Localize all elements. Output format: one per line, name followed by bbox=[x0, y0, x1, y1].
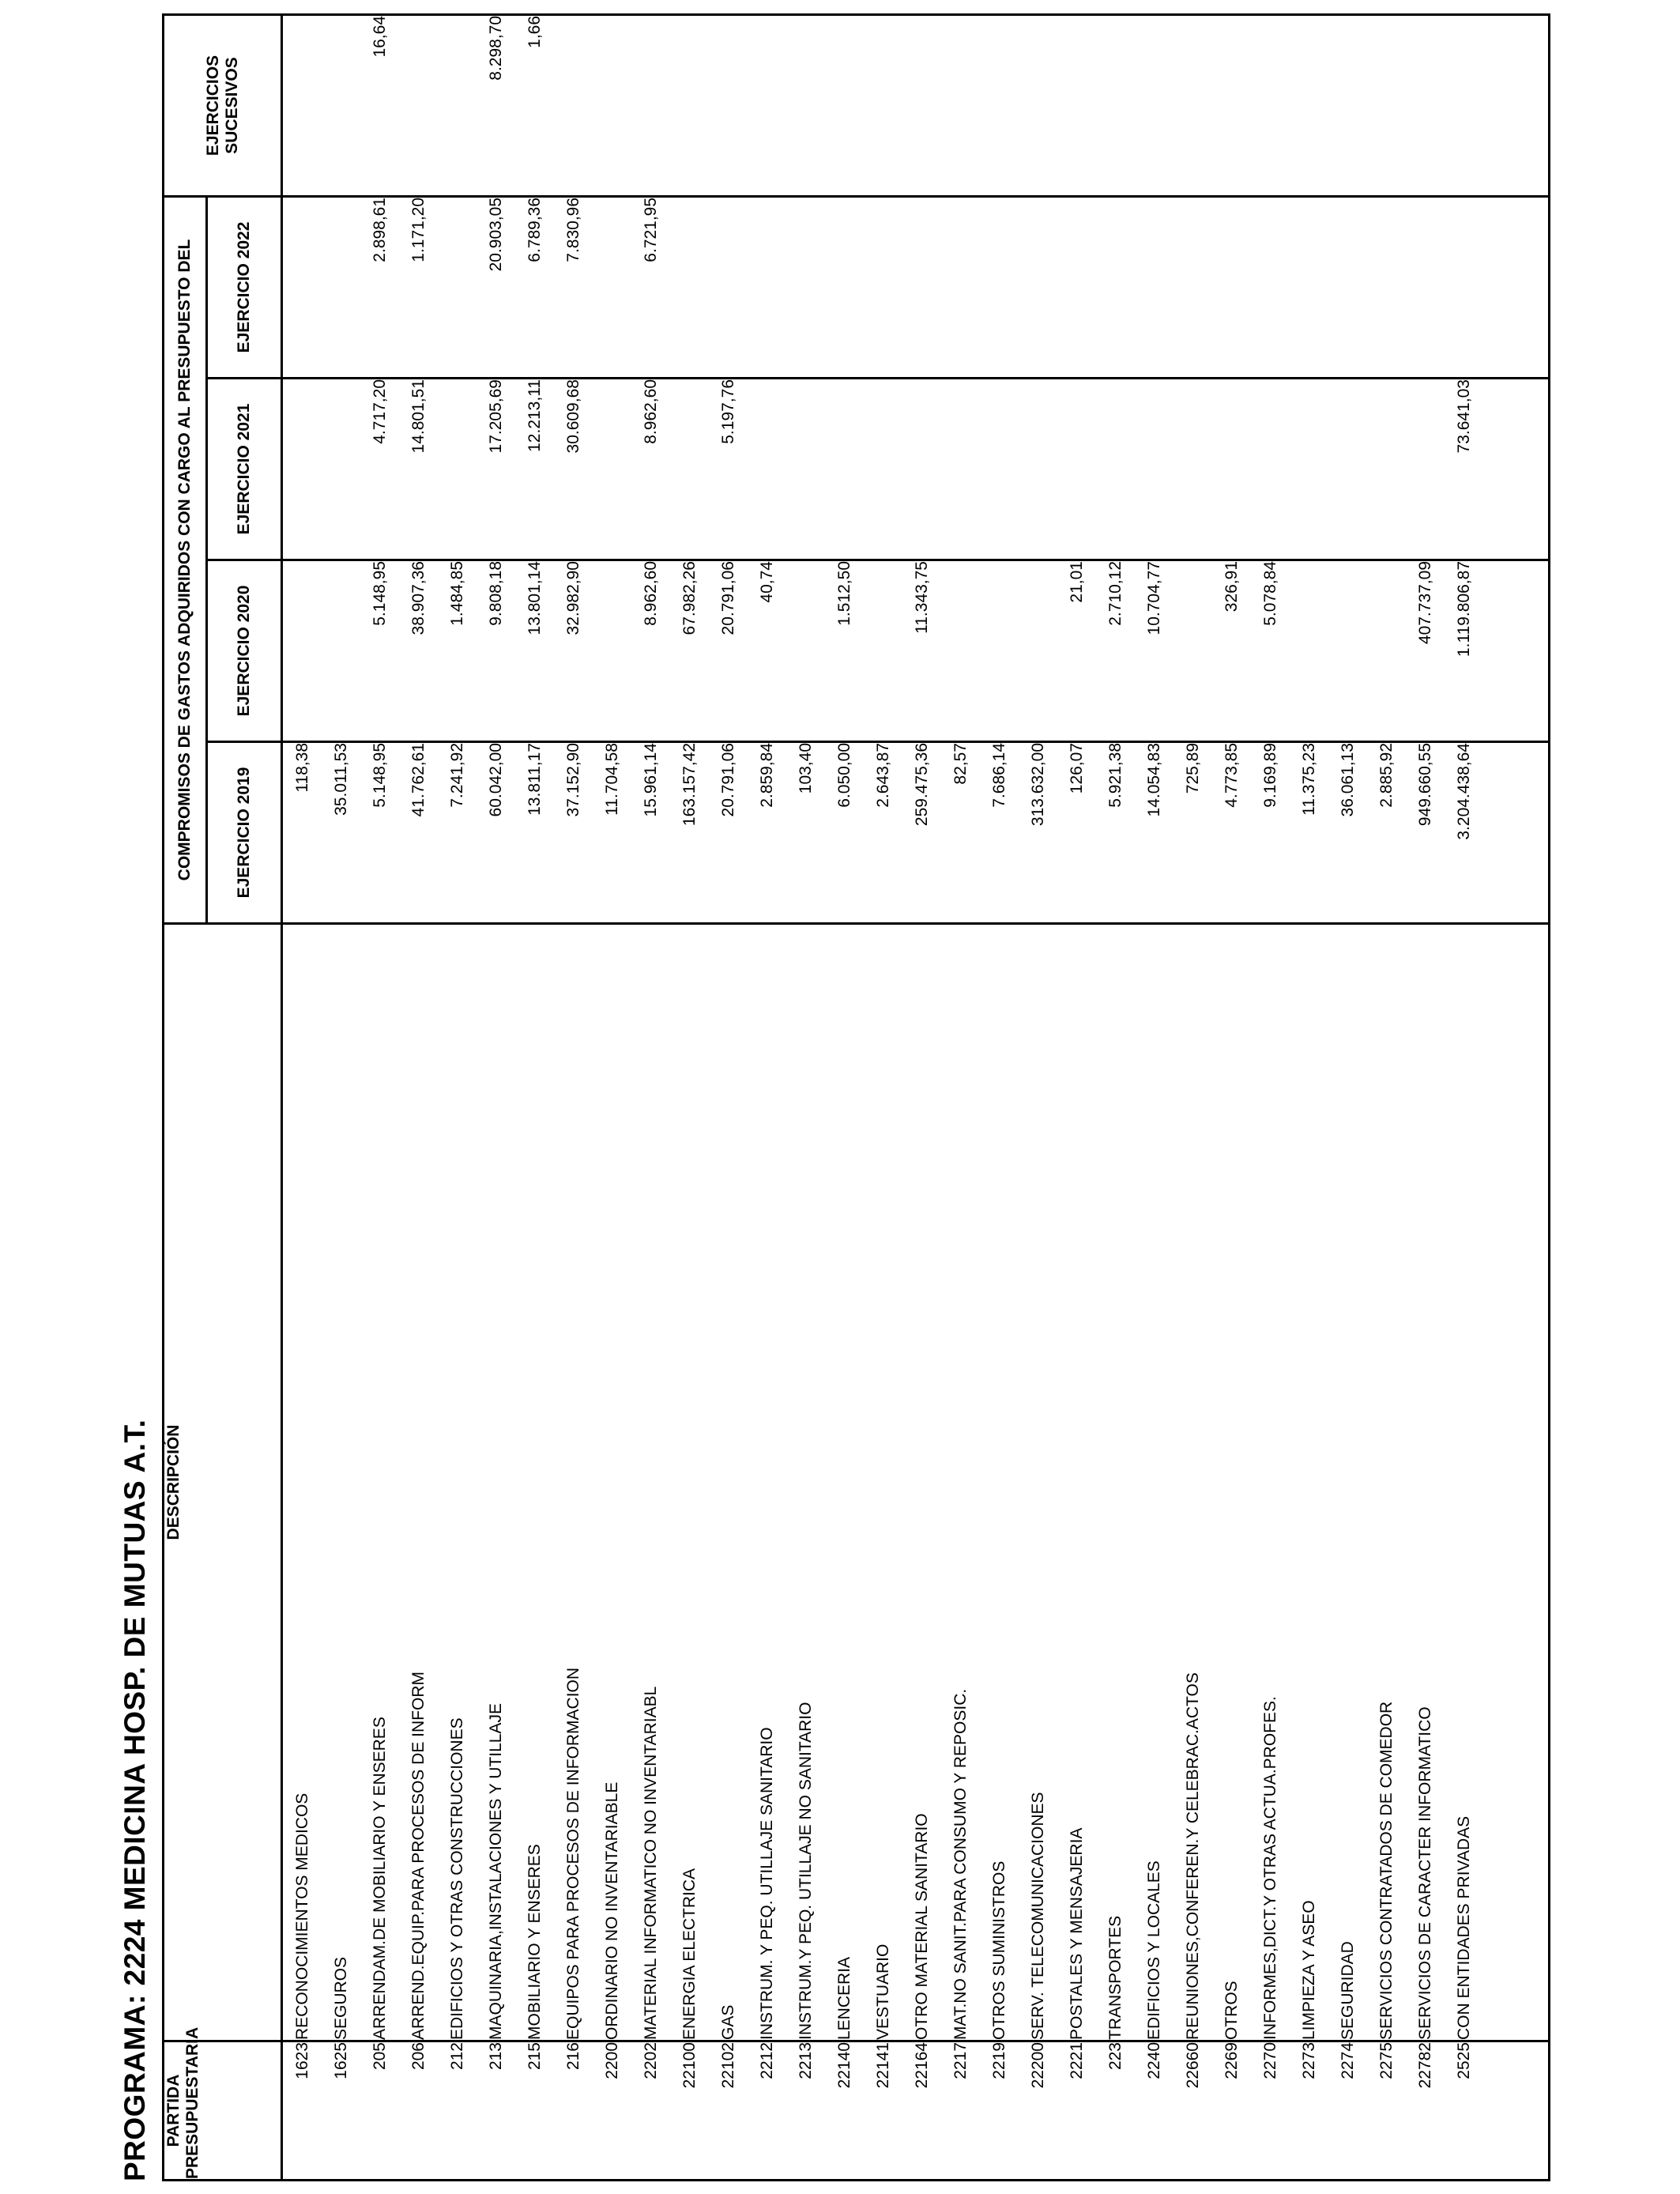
header-ejercicios-sucesivos: EJERCICIOS SUCESIVOS bbox=[164, 14, 282, 196]
ejercicio-2020-cell: 326,91 bbox=[1212, 560, 1251, 742]
ejercicio-2021-cell bbox=[593, 379, 631, 560]
ejercicio-2021-cell bbox=[941, 379, 980, 560]
descripcion-cell: ARREND.EQUIP.PARA PROCESOS DE INFORM bbox=[399, 924, 438, 2041]
ejercicio-2019-cell: 2.859,84 bbox=[748, 742, 786, 924]
ejercicio-2020-cell bbox=[282, 560, 322, 742]
descripcion-cell: SERV. TELECOMUNICACIONES bbox=[1019, 924, 1057, 2041]
partida-cell: 216 bbox=[554, 2041, 593, 2181]
ejercicios-sucesivos-cell bbox=[438, 14, 477, 196]
ejercicio-2022-cell bbox=[1328, 196, 1367, 378]
table-blank-row bbox=[1483, 14, 1550, 2180]
partida-cell: 2200 bbox=[593, 2041, 631, 2181]
descripcion-cell: OTRO MATERIAL SANITARIO bbox=[902, 924, 941, 2041]
blank-cell bbox=[1483, 196, 1550, 378]
descripcion-cell: OTROS bbox=[1212, 924, 1251, 2041]
ejercicio-2021-cell bbox=[1096, 379, 1135, 560]
table-row bbox=[631, 14, 670, 2180]
table-row bbox=[282, 14, 322, 2180]
ejercicio-2021-cell bbox=[864, 379, 902, 560]
ejercicio-2022-cell bbox=[670, 196, 709, 378]
descripcion-cell: SEGUROS bbox=[322, 924, 360, 2041]
table-row bbox=[1445, 14, 1483, 2180]
ejercicio-2021-cell bbox=[980, 379, 1019, 560]
header-ejercicio-2019: EJERCICIO 2019 bbox=[207, 742, 282, 924]
ejercicio-2022-cell bbox=[593, 196, 631, 378]
partida-cell: 22782 bbox=[1406, 2041, 1445, 2181]
header-compromisos: COMPROMISOS DE GASTOS ADQUIRIDOS CON CARGO AL PRESUPUESTO DEL bbox=[164, 196, 207, 923]
table-row bbox=[786, 14, 825, 2180]
table-row bbox=[864, 14, 902, 2180]
ejercicio-2022-cell: 7.830,96 bbox=[554, 196, 593, 378]
descripcion-cell: INSTRUM.Y PEQ. UTILLAJE NO SANITARIO bbox=[786, 924, 825, 2041]
ejercicio-2019-cell: 11.375,23 bbox=[1290, 742, 1328, 924]
partida-cell: 2213 bbox=[786, 2041, 825, 2181]
descripcion-cell: INFORMES,DICT.Y OTRAS ACTUA.PROFES. bbox=[1251, 924, 1290, 2041]
ejercicio-2022-cell bbox=[1057, 196, 1096, 378]
ejercicio-2021-cell: 4.717,20 bbox=[360, 379, 399, 560]
partida-cell: 2221 bbox=[1057, 2041, 1096, 2181]
descripcion-cell: TRANSPORTES bbox=[1096, 924, 1135, 2041]
partida-cell: 2217 bbox=[941, 2041, 980, 2181]
ejercicio-2021-cell bbox=[1212, 379, 1251, 560]
ejercicio-2022-cell bbox=[864, 196, 902, 378]
table-row bbox=[1173, 14, 1212, 2180]
ejercicio-2020-cell bbox=[864, 560, 902, 742]
descripcion-cell: EQUIPOS PARA PROCESOS DE INFORMACION bbox=[554, 924, 593, 2041]
ejercicio-2022-cell bbox=[786, 196, 825, 378]
ejercicio-2020-cell bbox=[1328, 560, 1367, 742]
ejercicio-2022-cell bbox=[1290, 196, 1328, 378]
blank-cell bbox=[1483, 560, 1550, 742]
ejercicio-2021-cell bbox=[670, 379, 709, 560]
table-row bbox=[515, 14, 554, 2180]
table-row bbox=[1251, 14, 1290, 2180]
ejercicio-2019-cell: 3.204.438,64 bbox=[1445, 742, 1483, 924]
header-row-group bbox=[164, 14, 207, 2180]
descripcion-cell: RECONOCIMIENTOS MEDICOS bbox=[282, 924, 322, 2041]
ejercicio-2020-cell: 13.801,14 bbox=[515, 560, 554, 742]
ejercicio-2019-cell: 949.660,55 bbox=[1406, 742, 1445, 924]
ejercicio-2019-cell: 4.773,85 bbox=[1212, 742, 1251, 924]
partida-cell: 206 bbox=[399, 2041, 438, 2181]
ejercicio-2019-cell: 15.961,14 bbox=[631, 742, 670, 924]
ejercicio-2019-cell: 36.061,13 bbox=[1328, 742, 1367, 924]
ejercicio-2020-cell bbox=[980, 560, 1019, 742]
ejercicio-2020-cell: 9.808,18 bbox=[477, 560, 515, 742]
partida-cell: 212 bbox=[438, 2041, 477, 2181]
ejercicio-2019-cell: 6.050,00 bbox=[825, 742, 864, 924]
ejercicios-sucesivos-cell bbox=[980, 14, 1019, 196]
ejercicio-2021-cell: 17.205,69 bbox=[477, 379, 515, 560]
ejercicios-sucesivos-cell bbox=[1251, 14, 1290, 196]
ejercicio-2020-cell: 1.512,50 bbox=[825, 560, 864, 742]
ejercicios-sucesivos-cell bbox=[1057, 14, 1096, 196]
ejercicio-2020-cell: 2.710,12 bbox=[1096, 560, 1135, 742]
ejercicio-2022-cell bbox=[438, 196, 477, 378]
header-ejercicio-2022: EJERCICIO 2022 bbox=[207, 196, 282, 378]
ejercicio-2022-cell bbox=[902, 196, 941, 378]
descripcion-cell: GAS bbox=[709, 924, 748, 2041]
partida-cell: 213 bbox=[477, 2041, 515, 2181]
descripcion-cell: VESTUARIO bbox=[864, 924, 902, 2041]
ejercicio-2021-cell: 8.962,60 bbox=[631, 379, 670, 560]
ejercicios-sucesivos-cell bbox=[1019, 14, 1057, 196]
ejercicio-2022-cell bbox=[1212, 196, 1251, 378]
ejercicio-2021-cell bbox=[748, 379, 786, 560]
partida-cell: 22102 bbox=[709, 2041, 748, 2181]
ejercicio-2019-cell: 7.241,92 bbox=[438, 742, 477, 924]
ejercicio-2020-cell bbox=[1173, 560, 1212, 742]
ejercicio-2019-cell: 14.054,83 bbox=[1135, 742, 1173, 924]
ejercicio-2021-cell bbox=[1135, 379, 1173, 560]
descripcion-cell: SERVICIOS CONTRATADOS DE COMEDOR bbox=[1367, 924, 1406, 2041]
partida-cell: 205 bbox=[360, 2041, 399, 2181]
partida-cell: 22660 bbox=[1173, 2041, 1212, 2181]
ejercicio-2020-cell bbox=[1019, 560, 1057, 742]
ejercicio-2021-cell bbox=[902, 379, 941, 560]
ejercicios-sucesivos-cell bbox=[1173, 14, 1212, 196]
ejercicio-2020-cell: 67.982,26 bbox=[670, 560, 709, 742]
ejercicio-2019-cell: 9.169,89 bbox=[1251, 742, 1290, 924]
blank-cell bbox=[1483, 14, 1550, 196]
table-row bbox=[1328, 14, 1367, 2180]
ejercicio-2020-cell bbox=[322, 560, 360, 742]
ejercicio-2020-cell: 21,01 bbox=[1057, 560, 1096, 742]
table-row bbox=[825, 14, 864, 2180]
ejercicios-sucesivos-cell bbox=[1445, 14, 1483, 196]
ejercicio-2022-cell bbox=[1096, 196, 1135, 378]
ejercicio-2020-cell: 40,74 bbox=[748, 560, 786, 742]
ejercicio-2020-cell bbox=[1290, 560, 1328, 742]
table-row bbox=[399, 14, 438, 2180]
ejercicio-2019-cell: 163.157,42 bbox=[670, 742, 709, 924]
ejercicio-2021-cell bbox=[1057, 379, 1096, 560]
ejercicio-2021-cell bbox=[282, 379, 322, 560]
blank-cell bbox=[1483, 924, 1550, 2041]
ejercicio-2021-cell bbox=[1251, 379, 1290, 560]
ejercicio-2019-cell: 11.704,58 bbox=[593, 742, 631, 924]
ejercicio-2019-cell: 60.042,00 bbox=[477, 742, 515, 924]
descripcion-cell: SEGURIDAD bbox=[1328, 924, 1367, 2041]
descripcion-cell: MATERIAL INFORMATICO NO INVENTARIABL bbox=[631, 924, 670, 2041]
descripcion-cell: MAT.NO SANIT.PARA CONSUMO Y REPOSIC. bbox=[941, 924, 980, 2041]
ejercicio-2019-cell: 2.885,92 bbox=[1367, 742, 1406, 924]
ejercicios-sucesivos-cell bbox=[1367, 14, 1406, 196]
ejercicio-2022-cell bbox=[1406, 196, 1445, 378]
ejercicios-sucesivos-cell bbox=[748, 14, 786, 196]
ejercicios-sucesivos-cell: 8.298,70 bbox=[477, 14, 515, 196]
header-partida: PARTIDA PRESUPUESTARIA bbox=[164, 2041, 282, 2181]
ejercicios-sucesivos-cell bbox=[1290, 14, 1328, 196]
descripcion-cell: EDIFICIOS Y OTRAS CONSTRUCCIONES bbox=[438, 924, 477, 2041]
descripcion-cell: INSTRUM. Y PEQ. UTILLAJE SANITARIO bbox=[748, 924, 786, 2041]
ejercicios-sucesivos-cell bbox=[670, 14, 709, 196]
ejercicios-sucesivos-cell bbox=[709, 14, 748, 196]
ejercicio-2019-cell: 313.632,00 bbox=[1019, 742, 1057, 924]
ejercicios-sucesivos-cell bbox=[1328, 14, 1367, 196]
ejercicio-2021-cell bbox=[1367, 379, 1406, 560]
table-row bbox=[1135, 14, 1173, 2180]
ejercicio-2019-cell: 2.643,87 bbox=[864, 742, 902, 924]
ejercicio-2022-cell bbox=[980, 196, 1019, 378]
descripcion-cell: CON ENTIDADES PRIVADAS bbox=[1445, 924, 1483, 2041]
partida-cell: 2212 bbox=[748, 2041, 786, 2181]
ejercicio-2021-cell: 12.213,11 bbox=[515, 379, 554, 560]
ejercicios-sucesivos-cell bbox=[631, 14, 670, 196]
ejercicio-2020-cell: 1.484,85 bbox=[438, 560, 477, 742]
descripcion-cell: ARRENDAM.DE MOBILIARIO Y ENSERES bbox=[360, 924, 399, 2041]
partida-cell: 22141 bbox=[864, 2041, 902, 2181]
ejercicio-2022-cell: 6.721,95 bbox=[631, 196, 670, 378]
ejercicios-sucesivos-cell bbox=[282, 14, 322, 196]
partida-cell: 2275 bbox=[1367, 2041, 1406, 2181]
table-row bbox=[1290, 14, 1328, 2180]
partida-cell: 223 bbox=[1096, 2041, 1135, 2181]
partida-cell: 2202 bbox=[631, 2041, 670, 2181]
ejercicio-2020-cell: 5.078,84 bbox=[1251, 560, 1290, 742]
partida-cell: 2525 bbox=[1445, 2041, 1483, 2181]
ejercicio-2022-cell bbox=[1251, 196, 1290, 378]
ejercicio-2022-cell bbox=[825, 196, 864, 378]
ejercicio-2019-cell: 126,07 bbox=[1057, 742, 1096, 924]
ejercicio-2019-cell: 20.791,06 bbox=[709, 742, 748, 924]
table-row bbox=[1212, 14, 1251, 2180]
ejercicio-2021-cell bbox=[322, 379, 360, 560]
table-row bbox=[670, 14, 709, 2180]
partida-cell: 22100 bbox=[670, 2041, 709, 2181]
ejercicio-2019-cell: 5.148,95 bbox=[360, 742, 399, 924]
ejercicio-2021-cell bbox=[1406, 379, 1445, 560]
ejercicio-2022-cell bbox=[748, 196, 786, 378]
table-row bbox=[1057, 14, 1096, 2180]
ejercicios-sucesivos-cell bbox=[825, 14, 864, 196]
ejercicios-sucesivos-cell bbox=[593, 14, 631, 196]
ejercicio-2020-cell: 11.343,75 bbox=[902, 560, 941, 742]
ejercicio-2019-cell: 725,89 bbox=[1173, 742, 1212, 924]
partida-cell: 22140 bbox=[825, 2041, 864, 2181]
ejercicio-2020-cell: 10.704,77 bbox=[1135, 560, 1173, 742]
ejercicio-2022-cell: 6.789,36 bbox=[515, 196, 554, 378]
ejercicio-2019-cell: 13.811,17 bbox=[515, 742, 554, 924]
table-row bbox=[1406, 14, 1445, 2180]
ejercicio-2022-cell bbox=[1445, 196, 1483, 378]
ejercicio-2021-cell bbox=[1173, 379, 1212, 560]
partida-cell: 22164 bbox=[902, 2041, 941, 2181]
ejercicios-sucesivos-cell bbox=[1096, 14, 1135, 196]
ejercicio-2021-cell: 5.197,76 bbox=[709, 379, 748, 560]
ejercicio-2019-cell: 82,57 bbox=[941, 742, 980, 924]
table-row bbox=[709, 14, 748, 2180]
ejercicio-2020-cell bbox=[786, 560, 825, 742]
ejercicio-2019-cell: 7.686,14 bbox=[980, 742, 1019, 924]
ejercicio-2020-cell bbox=[1367, 560, 1406, 742]
ejercicio-2021-cell: 14.801,51 bbox=[399, 379, 438, 560]
blank-cell bbox=[1483, 2041, 1550, 2181]
descripcion-cell: POSTALES Y MENSAJERIA bbox=[1057, 924, 1096, 2041]
ejercicio-2022-cell bbox=[282, 196, 322, 378]
ejercicio-2019-cell: 37.152,90 bbox=[554, 742, 593, 924]
ejercicio-2020-cell: 8.962,60 bbox=[631, 560, 670, 742]
ejercicio-2020-cell: 1.119.806,87 bbox=[1445, 560, 1483, 742]
ejercicios-sucesivos-cell: 1,66 bbox=[515, 14, 554, 196]
descripcion-cell: EDIFICIOS Y LOCALES bbox=[1135, 924, 1173, 2041]
ejercicio-2019-cell: 41.762,61 bbox=[399, 742, 438, 924]
table-row bbox=[902, 14, 941, 2180]
table-row bbox=[980, 14, 1019, 2180]
ejercicio-2019-cell: 103,40 bbox=[786, 742, 825, 924]
table-row bbox=[554, 14, 593, 2180]
descripcion-cell: ORDINARIO NO INVENTARIABLE bbox=[593, 924, 631, 2041]
partida-cell: 22200 bbox=[1019, 2041, 1057, 2181]
descripcion-cell: REUNIONES,CONFEREN.Y CELEBRAC.ACTOS bbox=[1173, 924, 1212, 2041]
partida-cell: 2219 bbox=[980, 2041, 1019, 2181]
ejercicios-sucesivos-cell bbox=[864, 14, 902, 196]
ejercicios-sucesivos-cell bbox=[322, 14, 360, 196]
program-title: PROGRAMA: 2224 MEDICINA HOSP. DE MUTUAS A.T. bbox=[119, 1419, 151, 2181]
partida-cell: 215 bbox=[515, 2041, 554, 2181]
ejercicio-2019-cell: 5.921,38 bbox=[1096, 742, 1135, 924]
ejercicios-sucesivos-cell bbox=[1212, 14, 1251, 196]
ejercicio-2020-cell: 5.148,95 bbox=[360, 560, 399, 742]
ejercicio-2022-cell bbox=[1367, 196, 1406, 378]
descripcion-cell: MOBILIARIO Y ENSERES bbox=[515, 924, 554, 2041]
descripcion-cell: MAQUINARIA,INSTALACIONES Y UTILLAJE bbox=[477, 924, 515, 2041]
budget-commitments-table bbox=[162, 13, 1550, 2181]
table-row bbox=[477, 14, 515, 2180]
ejercicio-2021-cell bbox=[1290, 379, 1328, 560]
ejercicio-2021-cell bbox=[1019, 379, 1057, 560]
ejercicio-2020-cell bbox=[593, 560, 631, 742]
partida-cell: 1625 bbox=[322, 2041, 360, 2181]
table-row bbox=[1096, 14, 1135, 2180]
ejercicio-2019-cell: 35.011,53 bbox=[322, 742, 360, 924]
ejercicio-2020-cell: 20.791,06 bbox=[709, 560, 748, 742]
table-row bbox=[941, 14, 980, 2180]
ejercicio-2021-cell bbox=[1328, 379, 1367, 560]
descripcion-cell: LENCERIA bbox=[825, 924, 864, 2041]
blank-cell bbox=[1483, 742, 1550, 924]
ejercicio-2022-cell: 20.903,05 bbox=[477, 196, 515, 378]
ejercicio-2022-cell: 2.898,61 bbox=[360, 196, 399, 378]
blank-cell bbox=[1483, 379, 1550, 560]
partida-cell: 2273 bbox=[1290, 2041, 1328, 2181]
ejercicio-2019-cell: 259.475,36 bbox=[902, 742, 941, 924]
descripcion-cell: SERVICIOS DE CARACTER INFORMATICO bbox=[1406, 924, 1445, 2041]
ejercicio-2020-cell: 407.737,09 bbox=[1406, 560, 1445, 742]
ejercicio-2021-cell: 73.641,03 bbox=[1445, 379, 1483, 560]
ejercicio-2021-cell bbox=[438, 379, 477, 560]
ejercicio-2022-cell bbox=[1135, 196, 1173, 378]
table-row bbox=[322, 14, 360, 2180]
ejercicio-2022-cell: 1.171,20 bbox=[399, 196, 438, 378]
partida-cell: 2269 bbox=[1212, 2041, 1251, 2181]
ejercicio-2020-cell: 38.907,36 bbox=[399, 560, 438, 742]
header-ejercicio-2021: EJERCICIO 2021 bbox=[207, 379, 282, 560]
ejercicios-sucesivos-cell bbox=[554, 14, 593, 196]
ejercicio-2020-cell bbox=[941, 560, 980, 742]
ejercicios-sucesivos-cell bbox=[1406, 14, 1445, 196]
ejercicio-2021-cell bbox=[825, 379, 864, 560]
ejercicio-2022-cell bbox=[1019, 196, 1057, 378]
ejercicio-2021-cell: 30.609,68 bbox=[554, 379, 593, 560]
ejercicios-sucesivos-cell bbox=[786, 14, 825, 196]
table-row bbox=[1019, 14, 1057, 2180]
ejercicios-sucesivos-cell bbox=[941, 14, 980, 196]
table-row bbox=[438, 14, 477, 2180]
ejercicio-2022-cell bbox=[322, 196, 360, 378]
ejercicio-2021-cell bbox=[786, 379, 825, 560]
table-row bbox=[360, 14, 399, 2180]
partida-cell: 2274 bbox=[1328, 2041, 1367, 2181]
ejercicios-sucesivos-cell: 16,64 bbox=[360, 14, 399, 196]
ejercicio-2022-cell bbox=[941, 196, 980, 378]
partida-cell: 2240 bbox=[1135, 2041, 1173, 2181]
table-row bbox=[593, 14, 631, 2180]
partida-cell: 1623 bbox=[282, 2041, 322, 2181]
ejercicios-sucesivos-cell bbox=[1135, 14, 1173, 196]
ejercicio-2019-cell: 118,38 bbox=[282, 742, 322, 924]
ejercicio-2022-cell bbox=[709, 196, 748, 378]
descripcion-cell: ENERGIA ELECTRICA bbox=[670, 924, 709, 2041]
table-row bbox=[1367, 14, 1406, 2180]
partida-cell: 2270 bbox=[1251, 2041, 1290, 2181]
header-descripcion: DESCRIPCIÓN bbox=[164, 924, 282, 2041]
table-body bbox=[282, 14, 1550, 2180]
ejercicio-2020-cell: 32.982,90 bbox=[554, 560, 593, 742]
descripcion-cell: OTROS SUMINISTROS bbox=[980, 924, 1019, 2041]
table-row bbox=[748, 14, 786, 2180]
ejercicios-sucesivos-cell bbox=[399, 14, 438, 196]
header-ejercicio-2020: EJERCICIO 2020 bbox=[207, 560, 282, 742]
ejercicio-2022-cell bbox=[1173, 196, 1212, 378]
descripcion-cell: LIMPIEZA Y ASEO bbox=[1290, 924, 1328, 2041]
ejercicios-sucesivos-cell bbox=[902, 14, 941, 196]
